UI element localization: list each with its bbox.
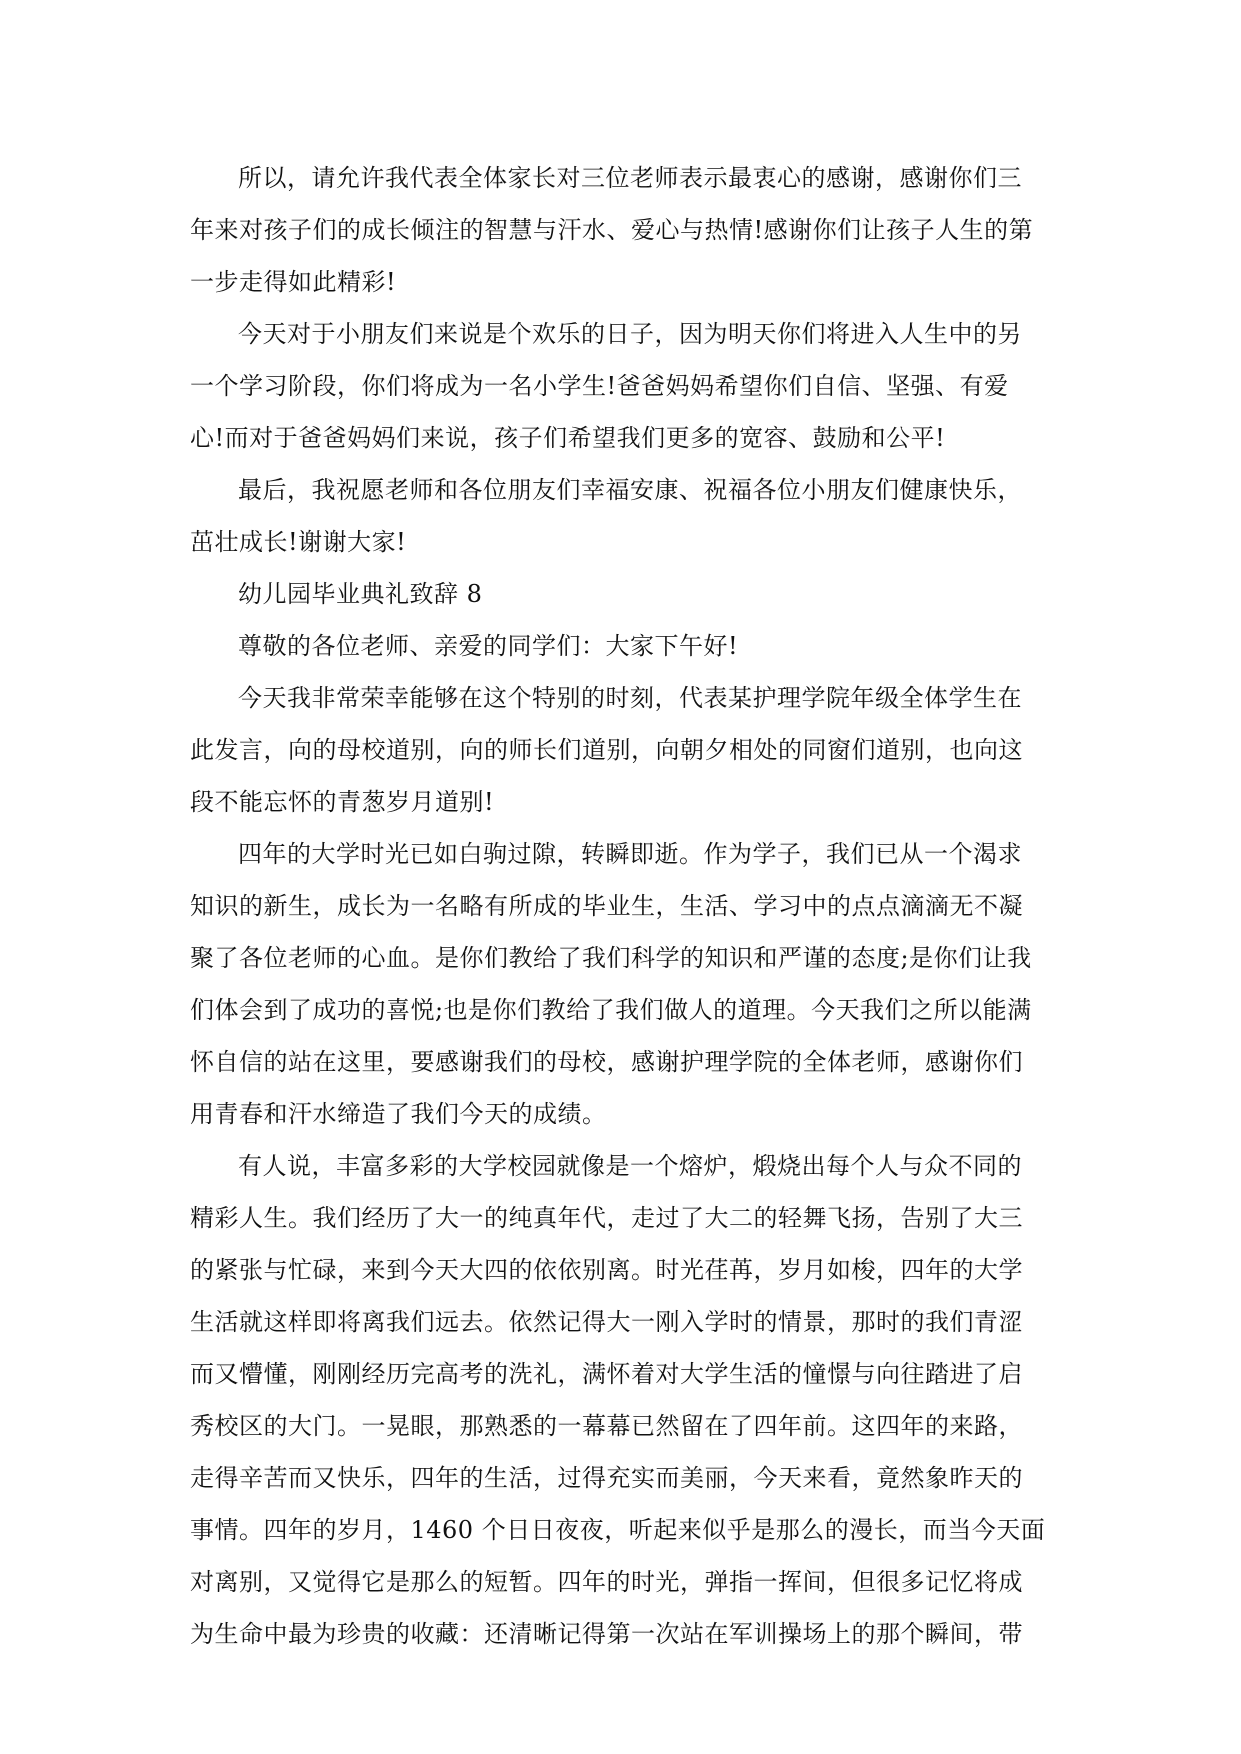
text-line: 的紧张与忙碌，来到今天大四的依依别离。时光荏苒，岁月如梭，四年的大学 <box>190 1256 1023 1284</box>
text-line: 今天我非常荣幸能够在这个特别的时刻，代表某护理学院年级全体学生在 <box>238 684 1022 712</box>
text-line: 事情。四年的岁月，1460 个日日夜夜，听起来似乎是那么的漫长，而当今天面 <box>190 1516 1046 1544</box>
text-line: 所以，请允许我代表全体家长对三位老师表示最衷心的感谢，感谢你们三 <box>238 164 1022 192</box>
text-line: 知识的新生，成长为一名略有所成的毕业生，生活、学习中的点点滴滴无不凝 <box>190 892 1023 920</box>
text-line: 对离别，又觉得它是那么的短暂。四年的时光，弹指一挥间，但很多记忆将成 <box>190 1568 1023 1596</box>
paragraph <box>190 1140 1070 1660</box>
text-line: 们体会到了成功的喜悦;也是你们教给了我们做人的道理。今天我们之所以能满 <box>190 996 1032 1024</box>
paragraph <box>190 152 1070 308</box>
text-line: 秀校区的大门。一晃眼，那熟悉的一幕幕已然留在了四年前。这四年的来路， <box>190 1412 1023 1440</box>
paragraph <box>190 672 1070 828</box>
paragraph <box>190 828 1070 1140</box>
paragraph <box>190 308 1070 464</box>
text-line: 一步走得如此精彩! <box>190 268 397 296</box>
text-line: 年来对孩子们的成长倾注的智慧与汗水、爱心与热情!感谢你们让孩子人生的第 <box>190 216 1034 244</box>
text-line: 心!而对于爸爸妈妈们来说，孩子们希望我们更多的宽容、鼓励和公平! <box>190 424 946 452</box>
text-line: 用青春和汗水缔造了我们今天的成绩。 <box>190 1100 607 1128</box>
text-line: 怀自信的站在这里，要感谢我们的母校，感谢护理学院的全体老师，感谢你们 <box>190 1048 1023 1076</box>
text-line: 一个学习阶段，你们将成为一名小学生!爸爸妈妈希望你们自信、坚强、有爱 <box>190 372 1009 400</box>
text-line: 此发言，向的母校道别，向的师长们道别，向朝夕相处的同窗们道别，也向这 <box>190 736 1023 764</box>
text-line: 精彩人生。我们经历了大一的纯真年代，走过了大二的轻舞飞扬，告别了大三 <box>190 1204 1023 1232</box>
paragraph <box>190 464 1070 568</box>
section-heading <box>190 568 1070 620</box>
text-line: 而又懵懂，刚刚经历完高考的洗礼，满怀着对大学生活的憧憬与向往踏进了启 <box>190 1360 1023 1388</box>
text-line: 尊敬的各位老师、亲爱的同学们：大家下午好! <box>238 632 739 660</box>
text-line: 最后，我祝愿老师和各位朋友们幸福安康、祝福各位小朋友们健康快乐， <box>238 476 1022 504</box>
text-line: 生活就这样即将离我们远去。依然记得大一刚入学时的情景，那时的我们青涩 <box>190 1308 1023 1336</box>
text-line: 为生命中最为珍贵的收藏：还清晰记得第一次站在军训操场上的那个瞬间，带 <box>190 1620 1023 1648</box>
text-line: 今天对于小朋友们来说是个欢乐的日子，因为明天你们将进入人生中的另 <box>238 320 1022 348</box>
text-line: 聚了各位老师的心血。是你们教给了我们科学的知识和严谨的态度;是你们让我 <box>190 944 1032 972</box>
text-line: 有人说，丰富多彩的大学校园就像是一个熔炉，煅烧出每个人与众不同的 <box>238 1152 1022 1180</box>
text-line: 茁壮成长!谢谢大家! <box>190 528 407 556</box>
salutation <box>190 620 1070 672</box>
text-line: 走得辛苦而又快乐，四年的生活，过得充实而美丽，今天来看，竟然象昨天的 <box>190 1464 1023 1492</box>
text-line: 段不能忘怀的青葱岁月道别! <box>190 788 495 816</box>
heading-text: 幼儿园毕业典礼致辞 8 <box>238 580 483 608</box>
document-body <box>190 152 1070 1660</box>
text-line: 四年的大学时光已如白驹过隙，转瞬即逝。作为学子，我们已从一个渴求 <box>238 840 1022 868</box>
